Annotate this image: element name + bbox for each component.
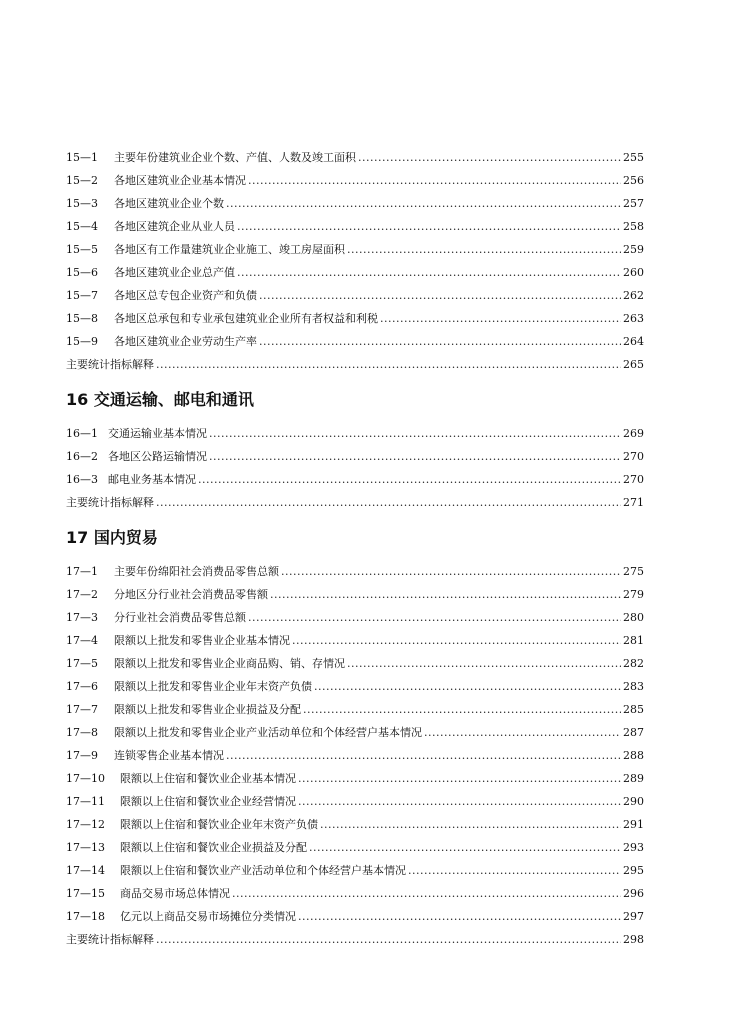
entry-page: 282 xyxy=(623,657,644,670)
entry-number: 15—2 xyxy=(66,174,98,187)
toc-entry[interactable] xyxy=(66,238,644,261)
entry-number: 16—2 xyxy=(66,450,98,463)
entry-title: 商品交易市场总体情况 xyxy=(120,887,230,900)
entry-page: 258 xyxy=(623,220,644,233)
dot-leader xyxy=(347,652,621,675)
entry-title: 各地区总专包企业资产和负债 xyxy=(114,289,257,302)
dot-leader xyxy=(226,744,621,767)
entry-number: 17—7 xyxy=(66,703,98,716)
entry-title: 限额以上批发和零售业企业商品购、销、存情况 xyxy=(114,657,345,670)
entry-title: 各地区建筑业企业基本情况 xyxy=(114,174,246,187)
entry-page: 275 xyxy=(623,565,644,578)
entry-number: 17—5 xyxy=(66,657,98,670)
entry-page: 262 xyxy=(623,289,644,302)
entry-title: 各地区建筑企业从业人员 xyxy=(114,220,235,233)
toc-entry[interactable] xyxy=(66,445,644,468)
dot-leader xyxy=(380,307,621,330)
entry-number: 15—1 xyxy=(66,151,98,164)
toc-entry[interactable] xyxy=(66,652,644,675)
dot-leader xyxy=(259,330,621,353)
entry-title: 主要年份建筑业企业个数、产值、人数及竣工面积 xyxy=(114,151,356,164)
entry-number: 17—9 xyxy=(66,749,98,762)
entry-page: 283 xyxy=(623,680,644,693)
entry-page: 260 xyxy=(623,266,644,279)
entry-title: 限额以上批发和零售业企业年末资产负债 xyxy=(114,680,312,693)
toc-entry[interactable] xyxy=(66,813,644,836)
entry-number: 15—6 xyxy=(66,266,98,279)
entry-page: 289 xyxy=(623,772,644,785)
dot-leader xyxy=(358,146,621,169)
entry-title: 连锁零售企业基本情况 xyxy=(114,749,224,762)
entry-number: 16—1 xyxy=(66,427,98,440)
entry-number: 15—3 xyxy=(66,197,98,210)
dot-leader xyxy=(314,675,621,698)
entry-number: 15—5 xyxy=(66,243,98,256)
entry-title: 各地区建筑业企业个数 xyxy=(114,197,224,210)
entry-number: 17—12 xyxy=(66,818,105,831)
entry-title: 限额以上批发和零售业企业产业活动单位和个体经营户基本情况 xyxy=(114,726,422,739)
entry-title: 主要统计指标解释 xyxy=(66,933,154,946)
entry-title: 各地区公路运输情况 xyxy=(108,450,207,463)
toc-entry[interactable] xyxy=(66,261,644,284)
entry-page: 269 xyxy=(623,427,644,440)
dot-leader xyxy=(209,445,621,468)
dot-leader xyxy=(270,583,621,606)
entry-number: 17—15 xyxy=(66,887,105,900)
entry-number: 15—9 xyxy=(66,335,98,348)
entry-number: 17—4 xyxy=(66,634,98,647)
entry-title: 限额以上批发和零售业企业损益及分配 xyxy=(114,703,301,716)
dot-leader xyxy=(237,215,621,238)
dot-leader xyxy=(198,468,621,491)
dot-leader xyxy=(156,928,621,951)
dot-leader xyxy=(259,284,621,307)
dot-leader xyxy=(281,560,621,583)
dot-leader xyxy=(347,238,621,261)
entry-page: 270 xyxy=(623,450,644,463)
dot-leader xyxy=(248,169,621,192)
entry-page: 263 xyxy=(623,312,644,325)
entry-number: 17—13 xyxy=(66,841,105,854)
toc-entry[interactable] xyxy=(66,882,644,905)
entry-number: 17—10 xyxy=(66,772,105,785)
entry-number: 17—14 xyxy=(66,864,105,877)
dot-leader xyxy=(320,813,621,836)
entry-page: 280 xyxy=(623,611,644,624)
entry-title: 各地区建筑业企业劳动生产率 xyxy=(114,335,257,348)
entry-page: 285 xyxy=(623,703,644,716)
entry-page: 296 xyxy=(623,887,644,900)
dot-leader xyxy=(298,767,621,790)
toc-entry[interactable] xyxy=(66,468,644,491)
entry-number: 17—6 xyxy=(66,680,98,693)
toc-entry[interactable] xyxy=(66,675,644,698)
dot-leader xyxy=(408,859,621,882)
toc-notes-entry[interactable] xyxy=(66,491,644,514)
toc-entry[interactable] xyxy=(66,284,644,307)
toc-entry[interactable] xyxy=(66,307,644,330)
toc-entry[interactable] xyxy=(66,721,644,744)
toc-entry[interactable] xyxy=(66,767,644,790)
entry-page: 256 xyxy=(623,174,644,187)
entry-title: 限额以上住宿和餐饮业产业活动单位和个体经营户基本情况 xyxy=(120,864,406,877)
entry-title: 限额以上住宿和餐饮业企业基本情况 xyxy=(120,772,296,785)
entry-page: 259 xyxy=(623,243,644,256)
toc-entry[interactable] xyxy=(66,146,644,169)
dot-leader xyxy=(232,882,621,905)
toc-entry[interactable] xyxy=(66,330,644,353)
entry-number: 17—11 xyxy=(66,795,105,808)
entry-page: 255 xyxy=(623,151,644,164)
entry-title: 各地区建筑业企业总产值 xyxy=(114,266,235,279)
table-of-contents xyxy=(66,146,644,951)
dot-leader xyxy=(248,606,621,629)
entry-page: 279 xyxy=(623,588,644,601)
entry-page: 264 xyxy=(623,335,644,348)
entry-title: 邮电业务基本情况 xyxy=(108,473,196,486)
entry-title: 各地区有工作量建筑业企业施工、竣工房屋面积 xyxy=(114,243,345,256)
toc-notes-entry[interactable] xyxy=(66,353,644,376)
dot-leader xyxy=(226,192,621,215)
dot-leader xyxy=(209,422,621,445)
entry-title: 主要年份绵阳社会消费品零售总额 xyxy=(114,565,279,578)
entry-page: 288 xyxy=(623,749,644,762)
entry-title: 亿元以上商品交易市场摊位分类情况 xyxy=(120,910,296,923)
toc-entry[interactable] xyxy=(66,836,644,859)
dot-leader xyxy=(298,905,621,928)
entry-title: 限额以上批发和零售业企业基本情况 xyxy=(114,634,290,647)
entry-page: 293 xyxy=(623,841,644,854)
entry-page: 271 xyxy=(623,496,644,509)
entry-number: 17—18 xyxy=(66,910,105,923)
entry-page: 295 xyxy=(623,864,644,877)
toc-entry[interactable] xyxy=(66,215,644,238)
section-heading-17: 17 国内贸易 xyxy=(66,528,158,547)
entry-number: 15—8 xyxy=(66,312,98,325)
toc-entry[interactable] xyxy=(66,744,644,767)
entry-number: 17—8 xyxy=(66,726,98,739)
toc-entry[interactable] xyxy=(66,790,644,813)
entry-page: 290 xyxy=(623,795,644,808)
toc-entry[interactable] xyxy=(66,698,644,721)
entry-number: 16—3 xyxy=(66,473,98,486)
section-heading-16: 16 交通运输、邮电和通讯 xyxy=(66,390,254,409)
toc-entry[interactable] xyxy=(66,859,644,882)
entry-number: 15—7 xyxy=(66,289,98,302)
entry-title: 主要统计指标解释 xyxy=(66,358,154,371)
entry-page: 270 xyxy=(623,473,644,486)
dot-leader xyxy=(298,790,621,813)
entry-number: 15—4 xyxy=(66,220,98,233)
toc-entry[interactable] xyxy=(66,606,644,629)
dot-leader xyxy=(303,698,621,721)
entry-number: 17—3 xyxy=(66,611,98,624)
dot-leader xyxy=(156,491,621,514)
toc-entry[interactable] xyxy=(66,583,644,606)
entry-number: 17—2 xyxy=(66,588,98,601)
toc-entry[interactable] xyxy=(66,629,644,652)
dot-leader xyxy=(424,721,621,744)
entry-page: 298 xyxy=(623,933,644,946)
entry-page: 291 xyxy=(623,818,644,831)
dot-leader xyxy=(156,353,621,376)
entry-page: 297 xyxy=(623,910,644,923)
toc-entry[interactable] xyxy=(66,192,644,215)
entry-page: 281 xyxy=(623,634,644,647)
entry-page: 265 xyxy=(623,358,644,371)
entry-title: 各地区总承包和专业承包建筑业企业所有者权益和利税 xyxy=(114,312,378,325)
entry-title: 交通运输业基本情况 xyxy=(108,427,207,440)
entry-title: 限额以上住宿和餐饮业企业经营情况 xyxy=(120,795,296,808)
entry-page: 257 xyxy=(623,197,644,210)
toc-entry[interactable] xyxy=(66,169,644,192)
entry-title: 限额以上住宿和餐饮业企业损益及分配 xyxy=(120,841,307,854)
dot-leader xyxy=(309,836,621,859)
entry-title: 分地区分行业社会消费品零售额 xyxy=(114,588,268,601)
toc-notes-entry[interactable] xyxy=(66,928,644,951)
toc-entry[interactable] xyxy=(66,905,644,928)
entry-title: 主要统计指标解释 xyxy=(66,496,154,509)
dot-leader xyxy=(237,261,621,284)
entry-number: 17—1 xyxy=(66,565,98,578)
toc-entry[interactable] xyxy=(66,422,644,445)
entry-title: 限额以上住宿和餐饮业企业年末资产负债 xyxy=(120,818,318,831)
toc-entry[interactable] xyxy=(66,560,644,583)
entry-title: 分行业社会消费品零售总额 xyxy=(114,611,246,624)
entry-page: 287 xyxy=(623,726,644,739)
dot-leader xyxy=(292,629,621,652)
